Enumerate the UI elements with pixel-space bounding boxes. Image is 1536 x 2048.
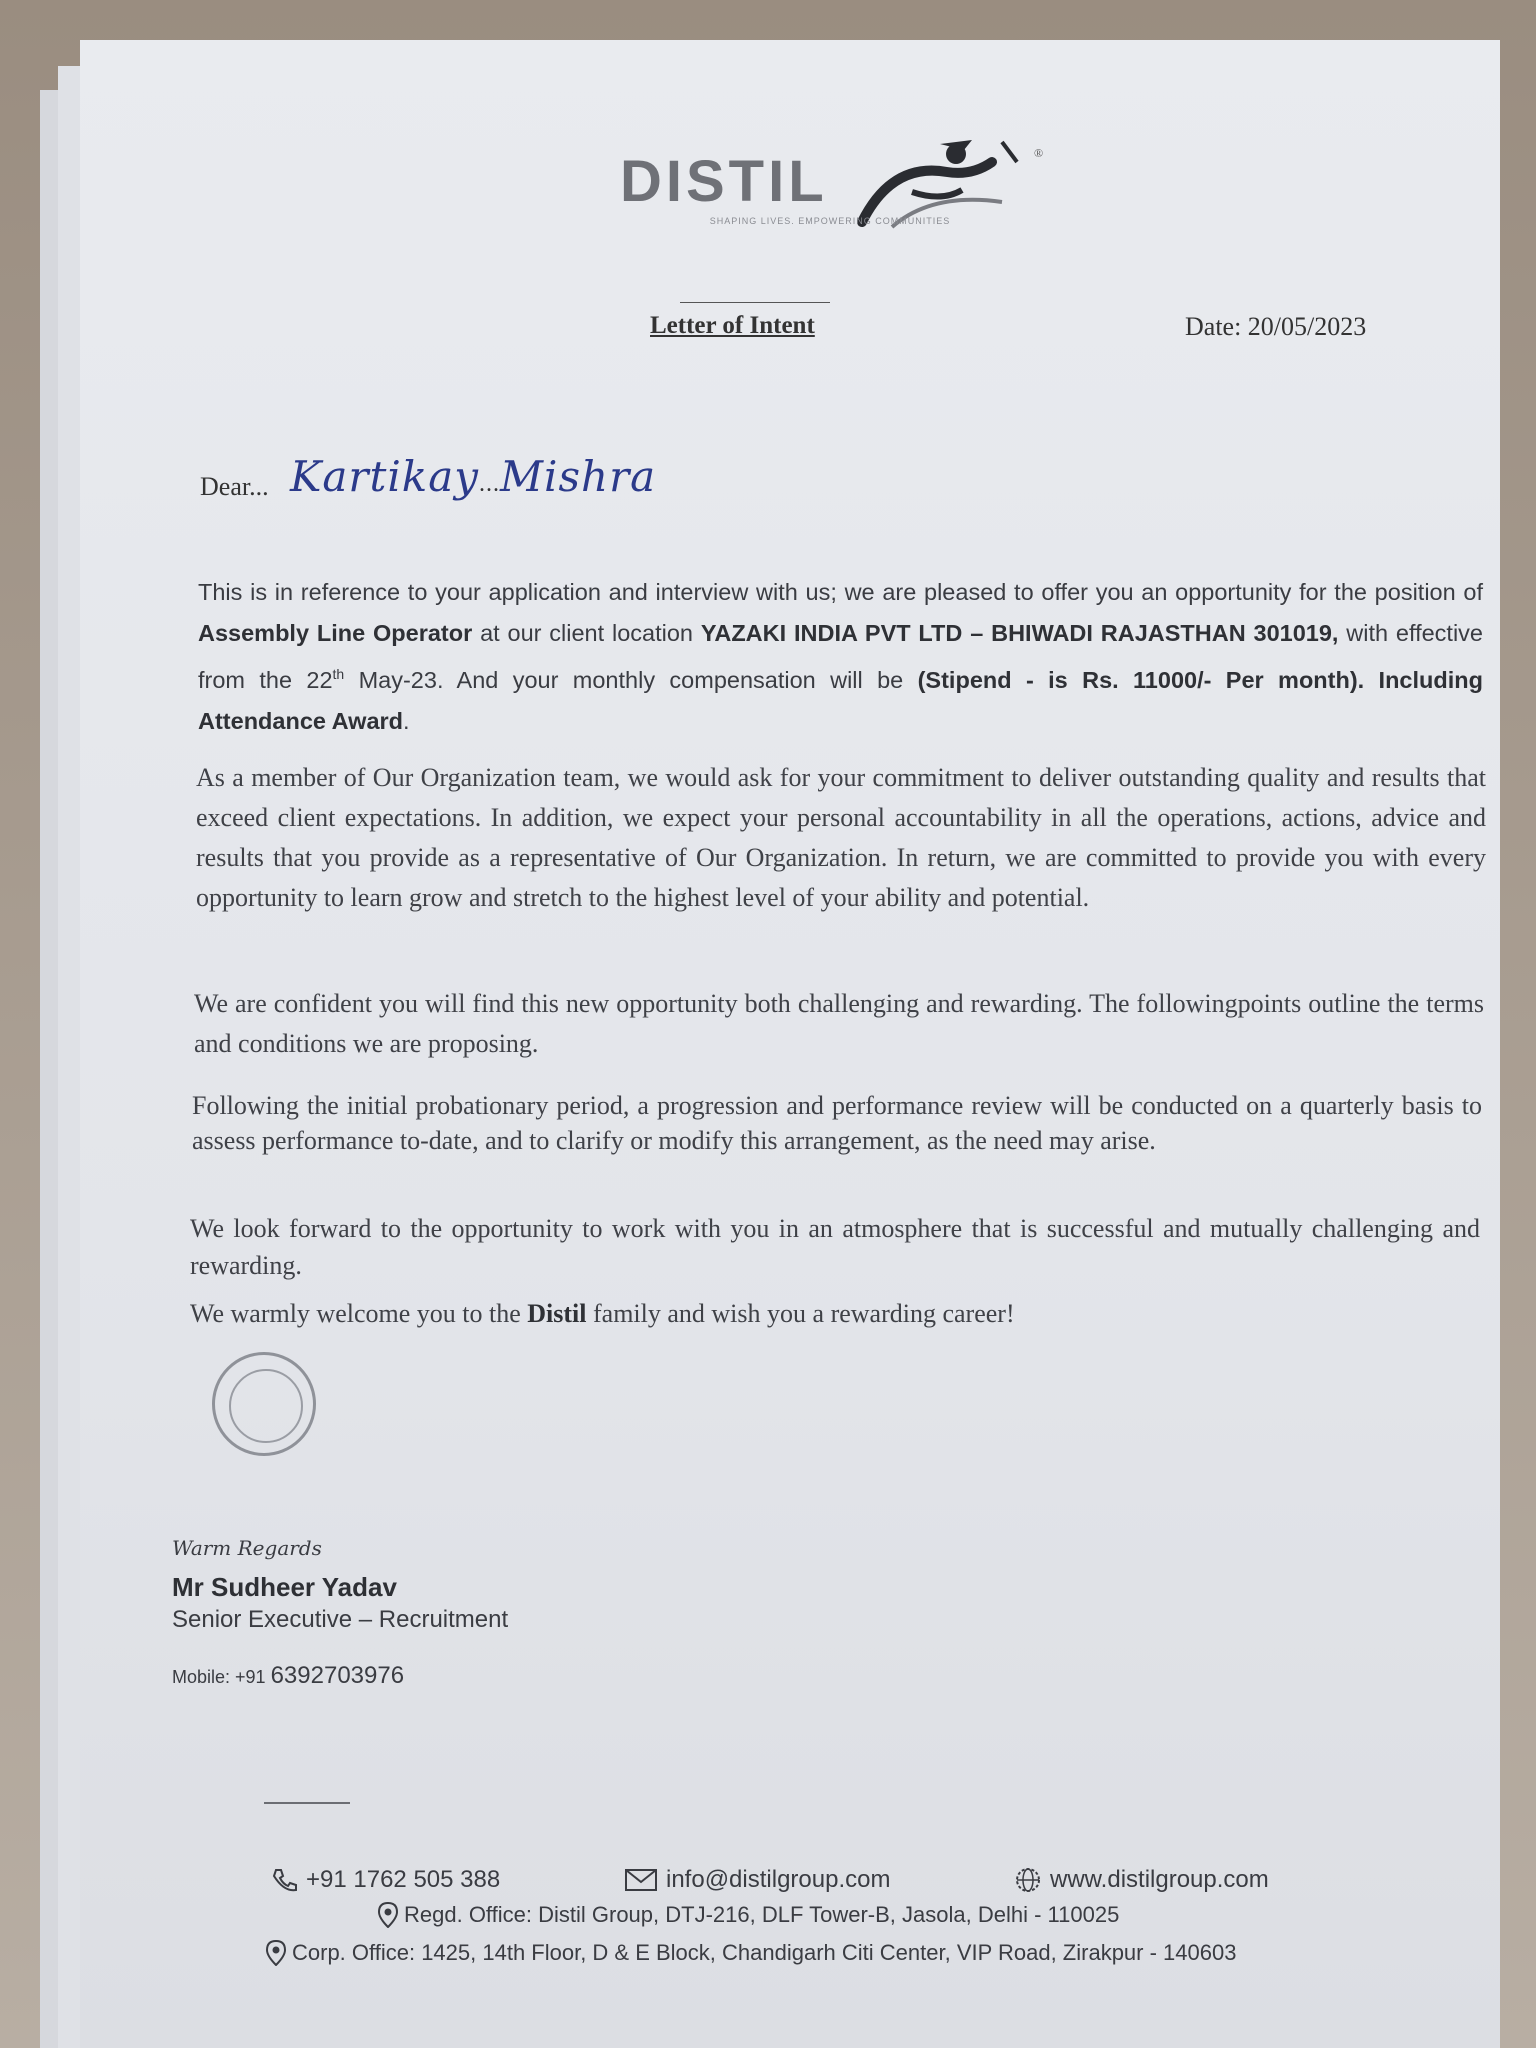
location-pin-icon [266,1940,286,1966]
paragraph-offer [198,572,1483,742]
date-superscript: th [332,666,345,682]
paragraph-look-forward: We look forward to the opportunity to work with you in an atmosphere that is successful and mutually challenging and rewarding. [190,1214,1480,1280]
paragraph-welcome [190,1294,1480,1334]
mobile-label: Mobile: +91 [172,1667,266,1687]
footer-email [624,1866,890,1894]
footer-phone [270,1866,500,1894]
seal-inner-ring [229,1369,303,1443]
para6-text-2: family and wish you a rewarding career! [586,1299,1015,1328]
mobile-number: 6392703976 [270,1662,405,1689]
paragraph-commitment: As a member of Our Organization team, we would ask for your commitment to deliver outstanding quality and results that exceed client expectations. In addition, we expect your personal accountability in all the operations, actions, advice and results that you provide as a representative of Our Organization. In return, we are committed to provide you with every opportunity to learn grow and stretch to the highest level of your ability and potential. [196,763,1486,912]
para1-text-3: with effective from the 22 [198,620,1483,693]
para1-text-4: May-23. And your monthly compensation will be [344,666,918,693]
para1-text-2: at our client location [472,620,701,646]
recipient-last-name: Mishra [500,452,657,501]
email-icon [624,1867,658,1893]
letter-title: Letter of Intent [650,312,815,339]
phone-icon [270,1866,298,1894]
recipient-name-handwritten [290,452,656,501]
letter-date: Date: 20/05/2023 [1185,312,1367,341]
para1-text-5: . [403,707,410,734]
corp-office-address: Corp. Office: 1425, 14th Floor, D & E Block, Chandigarh Citi Center, VIP Road, Zirakpur - 140603 [292,1940,1237,1965]
logo-wordmark: DISTIL [620,149,828,214]
salutation-word: Dear [200,472,250,501]
email-address: info@distilgroup.com [666,1866,891,1893]
salutation-dots: ... [249,472,269,501]
para6-text-1: We warmly welcome you to the [190,1299,528,1328]
company-seal-stamp [212,1352,316,1456]
footer-regd-office [378,1902,1119,1928]
position-name: Assembly Line Operator [198,620,473,646]
footer-corp-office [266,1940,1236,1966]
signer-role: Senior Executive – Recruitment [172,1606,509,1633]
website-url: www.distilgroup.com [1050,1866,1269,1893]
regd-office-address: Regd. Office: Distil Group, DTJ-216, DLF Tower-B, Jasola, Delhi - 110025 [404,1902,1120,1927]
paragraph-probation: Following the initial probationary period, a progression and performance review will be conducted on a quarterly basis to assess performance to-date, and to clarify or modify this arrangement, as the need may arise. [192,1091,1482,1155]
registered-mark: ® [1034,146,1044,160]
letter-page [80,40,1500,2048]
phone-number: +91 1762 505 388 [306,1866,501,1893]
signer-mobile [172,1662,404,1690]
signer-name: Mr Sudheer Yadav [172,1572,397,1602]
globe-icon [1014,1866,1042,1894]
logo-tagline: SHAPING LIVES. EMPOWERING COMMUNITIES [709,216,951,226]
closing-regards: Warm Regards [172,1536,322,1560]
recipient-first-name: Kartikay [290,452,480,501]
client-location: YAZAKI INDIA PVT LTD – BHIWADI RAJASTHAN 301019, [700,620,1339,646]
stipend-details: (Stipend - is Rs. 11000/- Per month). Including Attendance Award [198,666,1483,734]
salutation [200,472,269,502]
para1-text-1: This is in reference to your application and interview with us; we are pleased to offer you an opportunity for the position of [198,579,1483,605]
footer-website [1014,1866,1269,1894]
recipient-name-dots: ... [479,471,501,497]
brand-name: Distil [527,1299,587,1328]
location-pin-icon [378,1902,398,1928]
paragraph-confidence: We are confident you will find this new opportunity both challenging and rewarding. The followingpoints outline the terms and conditions we are proposing. [194,989,1484,1058]
header-rule [680,302,830,303]
distil-logo [620,112,1060,272]
footer-divider [264,1802,350,1804]
